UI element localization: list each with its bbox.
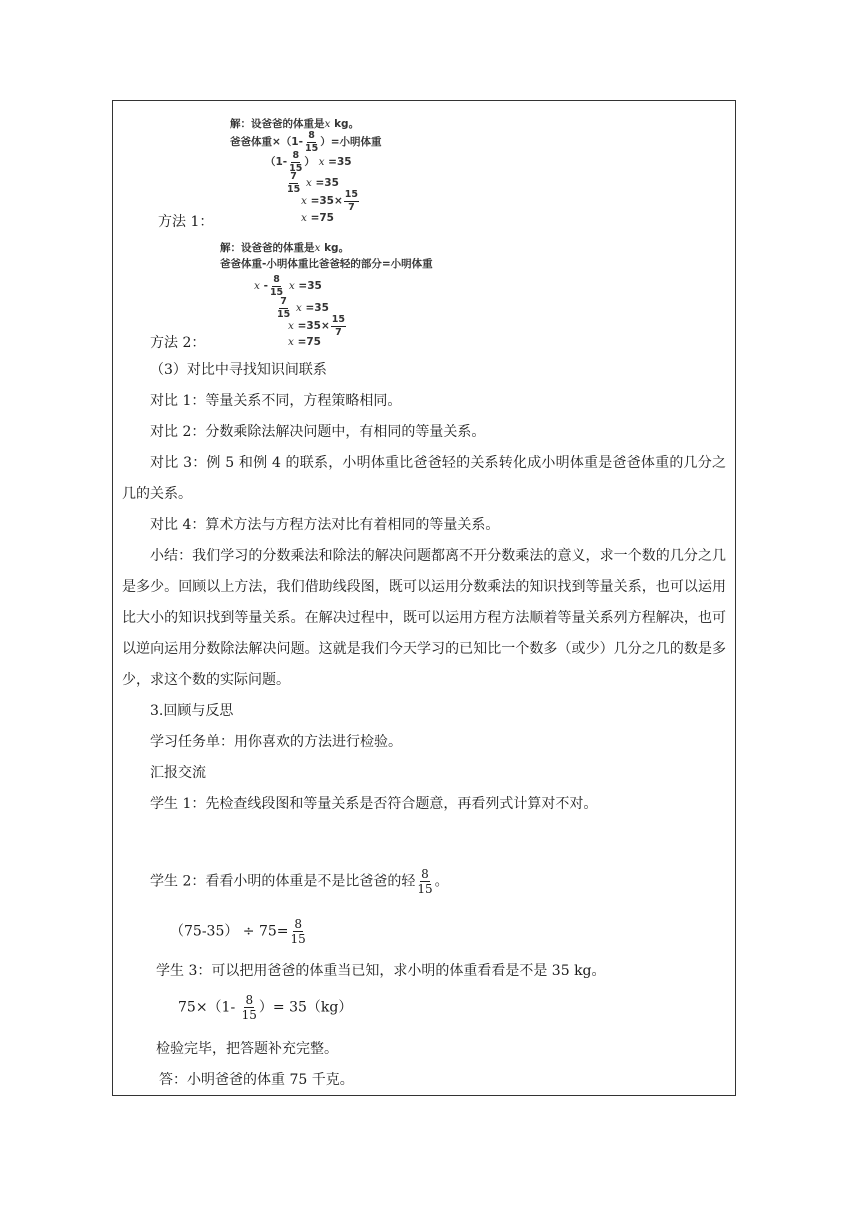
final-answer: 答：小明爸爸的体重 75 千克。 [159, 1072, 354, 1088]
m2-result: x =75 [288, 336, 321, 348]
m2-step2: $\frac{7}{15}$ x =35 [277, 296, 329, 320]
m2-equation-relation: 爸爸体重-小明体重比爸爸轻的部分=小明体重 [220, 258, 433, 270]
m1-step1: （1- $\frac{8}{15}$ ） x =35 [265, 150, 352, 174]
m1-result: x =75 [301, 212, 334, 224]
comparison-heading: （3）对比中寻找知识间联系 [150, 362, 327, 378]
method1-label: 方法 1： [158, 214, 214, 230]
m2-step1: x - $\frac{8}{15}$ x =35 [254, 274, 322, 298]
method2-label: 方法 2： [150, 335, 206, 351]
m1-solution-intro: 解：设爸爸的体重是x kg。 [230, 118, 360, 130]
m1-step2: $\frac{7}{15}$ x =35 [287, 171, 339, 195]
check-equation-2: 75×（1- $\frac{8}{15}$ ）= 35（kg） [178, 993, 353, 1022]
comparison-4: 对比 4：算术方法与方程方法对比有着相同的等量关系。 [150, 517, 500, 533]
m2-solution-intro: 解：设爸爸的体重是x kg。 [220, 242, 350, 254]
student-2: 学生 2：看看小明的体重是不是比爸爸的轻 $\frac{8}{15}$ 。 [150, 867, 449, 896]
m1-equation-relation: 爸爸体重×（1- $\frac{8}{15}$ ）=小明体重 [230, 130, 382, 154]
comparison-section [122, 355, 726, 820]
m2-step3: x =35× $\frac{15}{7}$ [288, 314, 346, 338]
m1-step3: x =35× $\frac{15}{7}$ [301, 189, 359, 213]
report-exchange: 汇报交流 [150, 765, 206, 781]
check-equation-1: （75-35） ÷ 75= $\frac{8}{15}$ [170, 917, 306, 946]
task-sheet: 学习任务单：用你喜欢的方法进行检验。 [150, 734, 402, 750]
comparison-3: 对比 3：例 5 和例 4 的联系，小明体重比爸爸轻的关系转化成小明体重是爸爸体重的几分之几的关系。 [122, 455, 726, 502]
student-3: 学生 3：可以把用爸爸的体重当已知，求小明的体重看看是不是 35 kg。 [156, 963, 606, 979]
comparison-2: 对比 2：分数乘除法解决问题中，有相同的等量关系。 [150, 424, 486, 440]
review-heading: 3.回顾与反思 [150, 703, 234, 719]
check-complete: 检验完毕，把答题补充完整。 [156, 1041, 338, 1057]
comparison-1: 对比 1：等量关系不同，方程策略相同。 [150, 393, 402, 409]
summary-paragraph: 小结：我们学习的分数乘法和除法的解决问题都离不开分数乘法的意义，求一个数的几分之几是多少。回顾以上方法，我们借助线段图，既可以运用分数乘法的知识找到等量关系，也可以运用比大小的知识找到等量关系。在解决过程中，既可以运用方程方法顺着等量关系列方程解决，也可以逆向运用分数除法解决问题。这就是我们今天学习的已知比一个数多（或少）几分之几的数是多少，求这个数的实际问题。 [122, 548, 726, 688]
student-1: 学生 1：先检查线段图和等量关系是否符合题意，再看列式计算对不对。 [150, 796, 598, 812]
